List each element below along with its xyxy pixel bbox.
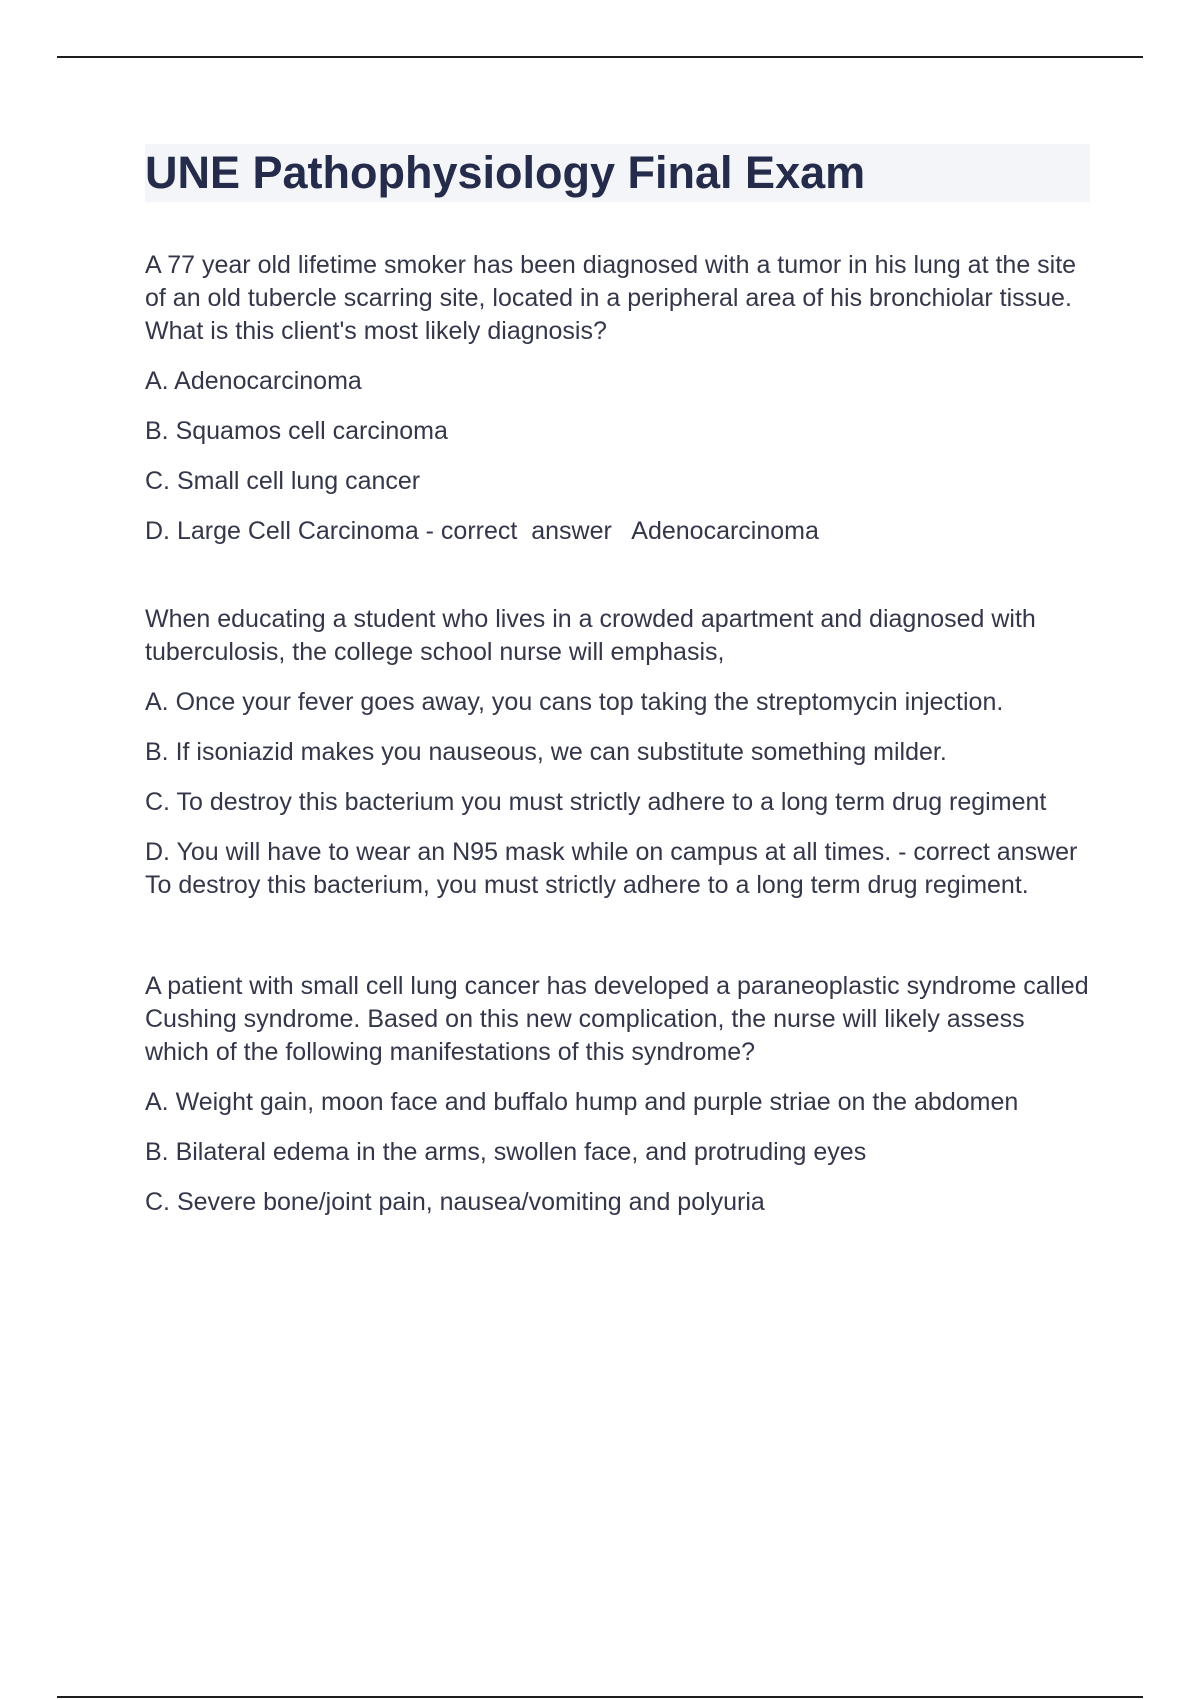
question-2	[145, 603, 1098, 902]
answer-option-a: A. Once your fever goes away, you cans top taking the streptomycin injection.	[145, 688, 1004, 716]
answer-option-a: A. Weight gain, moon face and buffalo hump and purple striae on the abdomen	[145, 1088, 1019, 1116]
answer-option-c: C. Severe bone/joint pain, nausea/vomiting and polyuria	[145, 1188, 765, 1216]
footer-rule	[57, 1696, 1143, 1698]
question-3	[145, 970, 1090, 1219]
title-banner	[145, 144, 1090, 202]
answer-option-d: D. Large Cell Carcinoma - correct answer Adenocarcinoma	[145, 517, 819, 545]
answer-option-a: A. Adenocarcinoma	[145, 367, 362, 395]
answer-option-c: C. To destroy this bacterium you must strictly adhere to a long term drug regiment	[145, 788, 1047, 816]
answer-option-b: B. If isoniazid makes you nauseous, we can substitute something milder.	[145, 738, 947, 766]
answer-option-b: B. Bilateral edema in the arms, swollen face, and protruding eyes	[145, 1138, 867, 1166]
answer-option-c: C. Small cell lung cancer	[145, 467, 421, 495]
page-content	[145, 144, 1098, 1274]
question-stem: A 77 year old lifetime smoker has been diagnosed with a tumor in his lung at the site of an old tubercle scarring site, located in a peripheral area of his bronchiolar tissue. What is this client's most likely diagnosis?	[145, 251, 1077, 345]
question-stem: When educating a student who lives in a crowded apartment and diagnosed with tuberculosis, the college school nurse will emphasis,	[145, 605, 1036, 666]
question-stem: A patient with small cell lung cancer has developed a paraneoplastic syndrome called Cushing syndrome. Based on this new complication, the nurse will likely assess which of the following manifestations of this syndrome?	[145, 972, 1089, 1066]
page-title: UNE Pathophysiology Final Exam	[145, 147, 866, 198]
answer-option-b: B. Squamos cell carcinoma	[145, 417, 448, 445]
question-1	[145, 249, 1090, 548]
header-rule	[57, 56, 1143, 58]
answer-option-d: D. You will have to wear an N95 mask while on campus at all times. - correct answer To destroy this bacterium, you must strictly adhere to a long term drug regiment.	[145, 838, 1098, 899]
